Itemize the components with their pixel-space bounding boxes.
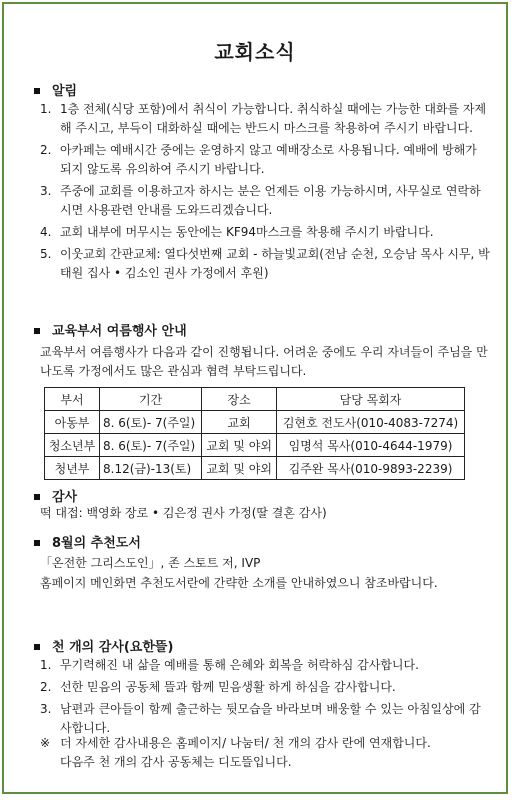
next-week-note: 다음주 천 개의 감사 공동체는 디도뜰입니다. — [60, 755, 292, 769]
list-item: 1. 무기력해진 내 삶을 예배를 통해 은혜와 회복을 허락하심 감사합니다. — [40, 658, 419, 672]
square-bullet-icon — [34, 88, 40, 94]
table-row — [45, 457, 465, 480]
list-item: 4. 교회 내부에 머무시는 동안에는 KF94마스크를 착용해 주시기 바랍니다. — [40, 225, 434, 239]
book-guide-line: 홈페이지 메인화면 추천도서란에 간략한 소개를 안내하였으니 참조바랍니다. — [40, 576, 438, 590]
table-cell: 임명석 목사(010-4644-1979) — [277, 434, 465, 457]
list-item: 2. 아카페는 예배시간 중에는 운영하지 않고 예배장소로 사용됩니다. 예배에 방해가 되지 않도록 유의하여 주시기 바랍니다. — [40, 143, 477, 176]
table-header-row — [45, 388, 465, 411]
thousand-thanks-list — [40, 656, 490, 738]
summer-event-table — [44, 387, 465, 480]
square-bullet-icon — [34, 540, 40, 546]
column-header: 담당 목회자 — [277, 388, 465, 411]
list-item: 1. 1층 전체(식당 포함)에서 취식이 가능합니다. 취식하실 때에는 가능한 대화를 자제해 주시고, 부득이 대화하실 때에는 반드시 마스크를 착용하여 주시기 바랍니다. — [40, 102, 487, 135]
square-bullet-icon — [34, 328, 40, 334]
table-cell: 교회 및 야외 — [202, 434, 277, 457]
table-cell: 교회 — [202, 411, 277, 434]
table-cell: 교회 및 야외 — [202, 457, 277, 480]
table-cell: 김현호 전도사(010-4083-7274) — [277, 411, 465, 434]
section-heading-thousand-thanks: 천 개의 감사(요한뜰) — [34, 636, 173, 655]
page-title: 교회소식 — [214, 40, 296, 64]
list-item: 5. 이웃교회 간판교체: 열다섯번째 교회 - 하늘빛교회(전남 순천, 오승남 목사 시무, 박태원 집사 • 김소인 권사 가정에서 후원) — [40, 247, 490, 280]
table-row — [45, 434, 465, 457]
table-cell: 아동부 — [45, 411, 100, 434]
table-cell: 청소년부 — [45, 434, 100, 457]
thanks-text: 떡 대접: 백영화 장로 • 김은정 권사 가정(딸 결혼 감사) — [40, 506, 327, 520]
table-cell: 8. 6(토)- 7(주일) — [100, 434, 202, 457]
table-row — [45, 411, 465, 434]
list-item: 2. 선한 믿음의 공동체 뜰과 함께 믿음생활 하게 하심을 감사합니다. — [40, 680, 396, 694]
book-title-line: 「온전한 그리스도인」, 존 스토트 저, IVP — [40, 556, 261, 570]
square-bullet-icon — [34, 644, 40, 650]
table-cell: 청년부 — [45, 457, 100, 480]
column-header: 기간 — [100, 388, 202, 411]
section-heading-notice: 알림 — [34, 80, 77, 99]
column-header: 부서 — [45, 388, 100, 411]
bulletin-page — [2, 2, 508, 794]
education-intro: 교육부서 여름행사가 다음과 같이 진행됩니다. 어려운 중에도 우리 자녀들이 주님을 만나도록 가정에서도 많은 관심과 협력 부탁드립니다. — [40, 345, 488, 378]
list-item: 3. 남편과 큰아들이 함께 출근하는 뒷모습을 바라보며 배웅할 수 있는 아침일상에 감사합니다. — [40, 702, 481, 735]
section-heading-thanks: 감사 — [34, 486, 77, 505]
table-cell: 8. 6(토)- 7(주일) — [100, 411, 202, 434]
thanks-note: ※ 더 자세한 감사내용은 홈페이지/ 나눔터/ 천 개의 감사 란에 연재합니다. 다음주 천 개의 감사 공동체는 디도뜰입니다. — [40, 734, 490, 772]
column-header: 장소 — [202, 388, 277, 411]
table-cell: 8.12(금)-13(토) — [100, 457, 202, 480]
notice-list — [40, 100, 490, 286]
section-heading-education: 교육부서 여름행사 안내 — [34, 320, 187, 339]
table-cell: 김주완 목사(010-9893-2239) — [277, 457, 465, 480]
section-heading-books: 8월의 추천도서 — [34, 532, 141, 551]
reference-mark: ※ — [40, 736, 51, 750]
list-item: 3. 주중에 교회를 이용하고자 하시는 분은 언제든 이용 가능하시며, 사무실로 연락하시면 사용관련 안내를 도와드리겠습니다. — [40, 184, 481, 217]
square-bullet-icon — [34, 494, 40, 500]
